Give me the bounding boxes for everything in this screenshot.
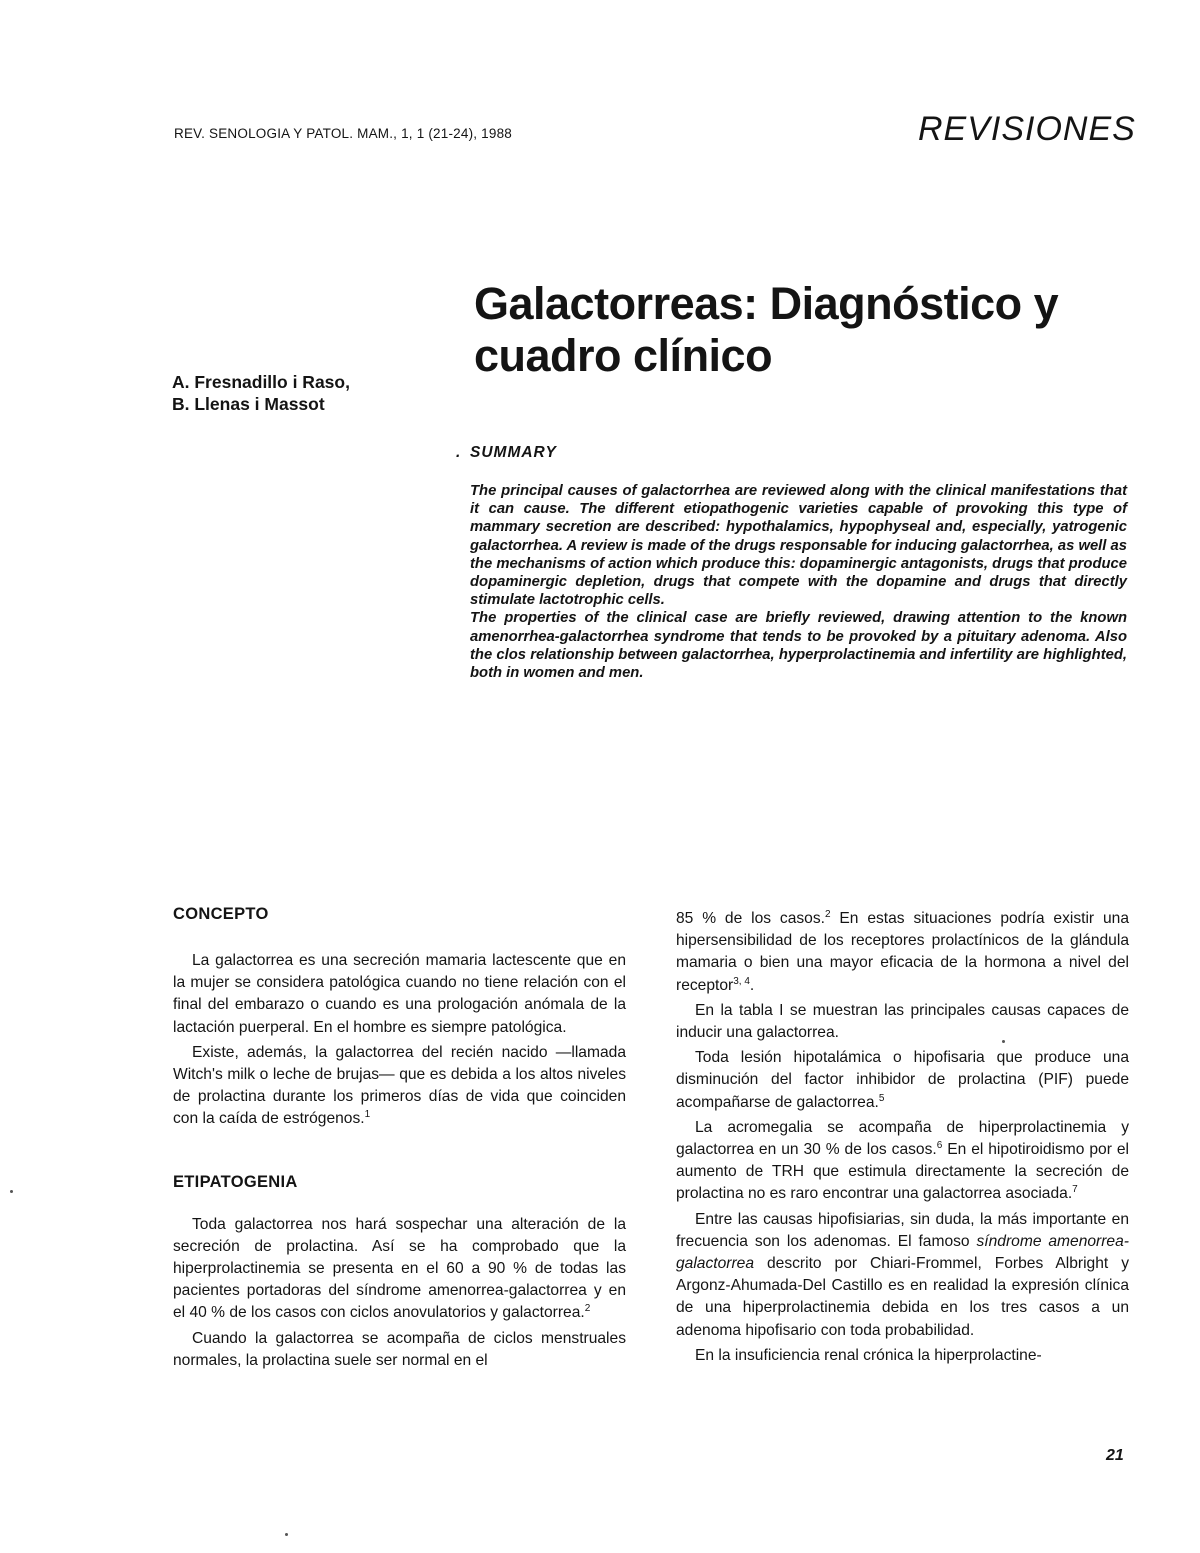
body-paragraph: En la insuficiencia renal crónica la hiperprolactine- [695,1346,1042,1364]
body-paragraph [676,1209,1129,1342]
abstract-paragraph: The principal causes of galactorrhea are reviewed along with the clinical manifestations that it can cause. The different etiopathogenic varieties capable of provoking this type of mammary secretion are described: hypothalamics, hypophyseal and, especially, yatrogenic galactorrhea. A review is made of the drugs responsable for inducing galactorrhea, as well as the mechanisms of action which produce this: dopaminergic antagonists, drugs that produce dopaminergic depletion, drugs that compete with the dopamine and drugs that directly stimulate lactotrophic cells. [470,483,1127,609]
body-paragraph [676,908,1129,997]
author-list [172,371,350,415]
body-paragraph [676,1117,1129,1206]
body-column-right [676,908,1129,1367]
reference-number: 2 [584,1303,591,1315]
body-text: Existe, además, la galactorrea del recién nacido —llamada Witch's milk o leche de brujas— que es debida a los altos niveles de prolactina durante los primeros días de vida que coinciden con la caída de estrógenos. [173,1043,626,1128]
reference-number: 6 [936,1139,943,1151]
abstract-paragraph: The properties of the clinical case are briefly reviewed, drawing attention to the known amenorrhea-galactorrhea syndrome that tends to be provoked by a pituitary adenoma. Also the clos relationship between galactorrhea, hyperprolactinemia and infertility are highlighted, both in women and men. [470,610,1127,682]
body-text: En el hipotiroidismo por el aumento de TRH que estimula directamente la secreción de prolactina no es raro encontrar una galactorrea asociada. [676,1141,1129,1203]
body-column-left [173,905,626,1372]
body-text: Toda galactorrea nos hará sospechar una alteración de la secreción de prolactina. Así se ha comprobado que la hiperprolactinemia se presenta en el 60 a 90 % de todas las pacientes portadoras del síndrome amenorrea-galactorrea y en el 40 % de los casos con ciclos anovulatorios y galactorrea. [173,1215,626,1322]
summary-heading-text: SUMMARY [470,444,557,461]
body-text: . [749,976,755,994]
body-paragraph [173,1042,626,1131]
reference-number: 2 [824,908,831,920]
author-2: B. Llenas i Massot [172,394,325,414]
body-text: Toda lesión hipotalámica o hipofisaria que produce una disminución del factor inhibidor de prolactina (PIF) puede acompañarse de galactorrea. [676,1049,1129,1111]
body-text: descrito por Chiari-Frommel, Forbes Albright y Argonz-Ahumada-Del Castillo es en realidad la expresión clínica de una hiperprolactinemia debida en los tres casos a un adenoma hipofisario con toda probabilidad. [676,1255,1129,1339]
section-heading-etipatogenia: ETIPATOGENIA [173,1172,298,1191]
body-text: En estas situaciones podría existir una hipersensibilidad de los receptores prolactínicos de la glándula mamaria o bien una mayor eficacia de la hormona a nivel del receptor [676,910,1129,994]
body-paragraph [676,1047,1129,1114]
abstract [470,482,1127,682]
section-label: REVISIONES [918,110,1136,148]
body-text-italic: síndrome amenorrea-galactorrea [676,1232,1129,1273]
reference-number: 7 [1072,1184,1078,1196]
scan-speck [1002,1040,1005,1043]
body-paragraph [173,1214,626,1325]
scan-speck [10,1190,13,1193]
section-heading-concepto: CONCEPTO [173,905,269,923]
article-title: Galactorreas: Diagnóstico y cuadro clínico [474,278,1059,381]
author-1: A. Fresnadillo i Raso, [172,372,350,392]
body-text: Entre las causas hipofisiarias, sin duda, la más importante en frecuencia son los adenomas. El famoso [676,1210,1129,1250]
reference-number: 3, 4 [733,975,750,987]
scan-speck [285,1533,288,1536]
body-text: 85 % de los casos. [676,910,825,927]
stray-mark: . [456,444,462,461]
page-number: 21 [1106,1447,1124,1464]
body-paragraph: Cuando la galactorrea se acompaña de ciclos menstruales normales, la prolactina suele ser normal en el [173,1329,626,1369]
reference-number: 1 [364,1109,371,1121]
body-paragraph: En la tabla I se muestran las principales causas capaces de inducir una galactorrea. [676,1001,1129,1042]
summary-heading [456,444,557,462]
body-text: La acromegalia se acompaña de hiperprolactinemia y galactorrea en un 30 % de los casos. [676,1118,1129,1159]
body-paragraph: La galactorrea es una secreción mamaria lactescente que en la mujer se considera patológica cuando no tiene relación con el final del embarazo o cuando es una prologación anómala de la lactación puerperal. En el hombre es siempre patológica. [173,952,626,1036]
reference-number: 5 [878,1092,885,1104]
journal-citation: REV. SENOLOGIA Y PATOL. MAM., 1, 1 (21-24), 1988 [174,126,513,141]
